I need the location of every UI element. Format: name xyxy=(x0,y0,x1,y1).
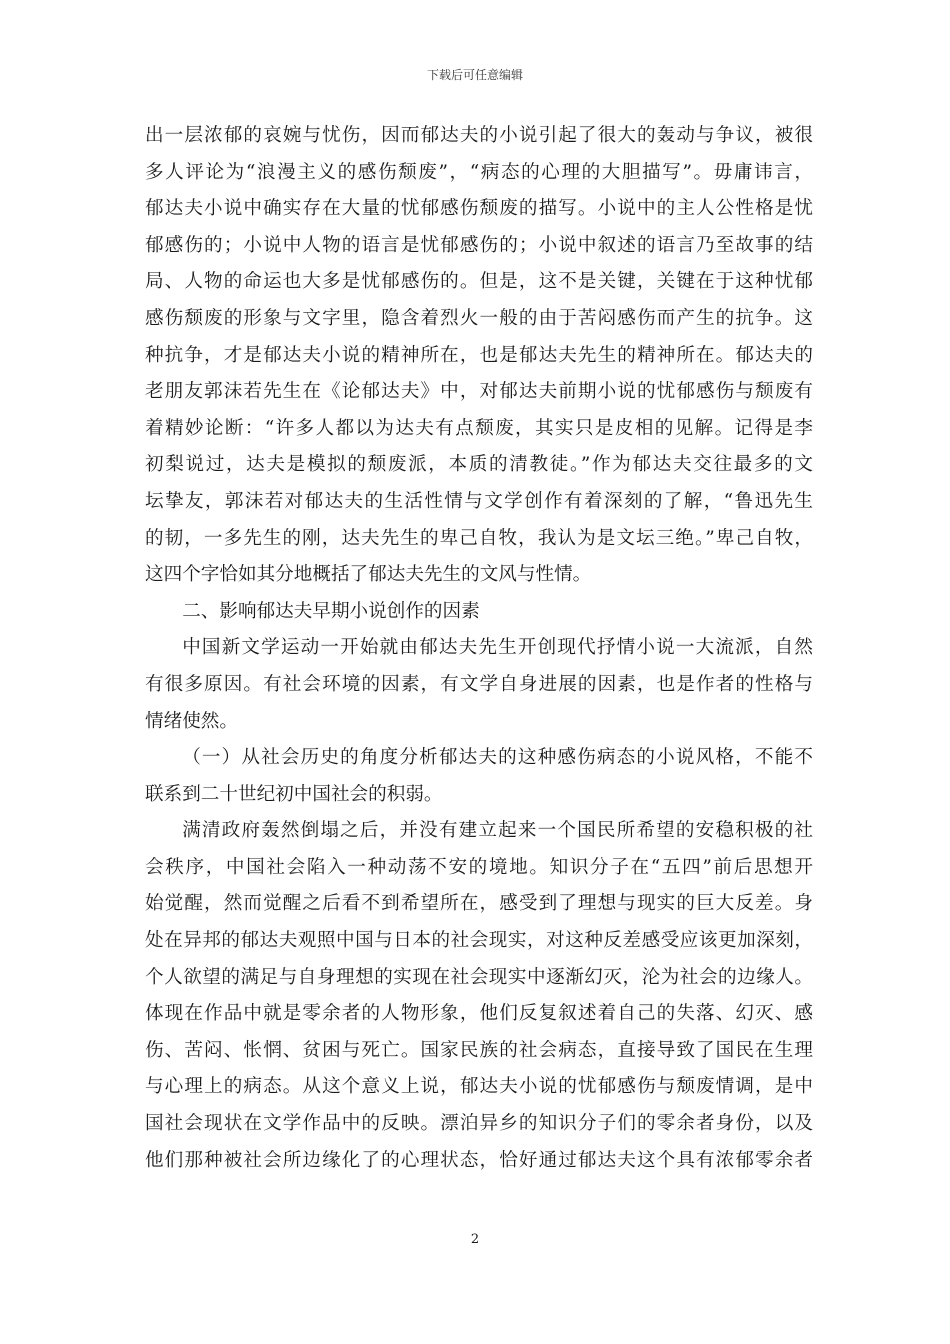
text-line: 始觉醒，然而觉醒之后看不到希望所在，感受到了理想与现实的巨大反差。身 xyxy=(145,893,813,915)
text-line: 这四个字恰如其分地概括了郁达夫先生的文风与性情。 xyxy=(145,564,592,586)
text-line: 国社会现状在文学作品中的反映。漂泊异乡的知识分子们的零余者身份，以及 xyxy=(145,1113,813,1135)
text-line: 中国新文学运动一开始就由郁达夫先生开创现代抒情小说一大流派，自然 xyxy=(182,637,813,659)
text-line: 郁达夫小说中确实存在大量的忧郁感伤颓废的描写。小说中的主人公性格是忧 xyxy=(145,198,813,220)
text-line: 情绪使然。 xyxy=(145,710,238,732)
page-header: 下载后可任意编辑 xyxy=(426,68,523,82)
text-line: 二、影响郁达夫早期小说创作的因素 xyxy=(182,600,480,622)
text-line: 联系到二十世纪初中国社会的积弱。 xyxy=(145,783,443,805)
text-line: 坛挚友，郭沫若对郁达夫的生活性情与文学创作有着深刻的了解，“鲁迅先生 xyxy=(145,490,813,512)
text-line: 感伤颓废的形象与文字里，隐含着烈火一般的由于苦闷感伤而产生的抗争。这 xyxy=(145,307,813,329)
text-line: 与心理上的病态。从这个意义上说，郁达夫小说的忧郁感伤与颓废情调，是中 xyxy=(145,1076,813,1098)
text-line: 会秩序，中国社会陷入一种动荡不安的境地。知识分子在“五四”前后思想开 xyxy=(145,856,813,878)
text-line: 种抗争，才是郁达夫小说的精神所在，也是郁达夫先生的精神所在。郁达夫的 xyxy=(145,344,813,366)
text-line: 多人评论为“浪漫主义的感伤颓废”，“病态的心理的大胆描写”。毋庸讳言， xyxy=(145,161,813,183)
text-line: （一）从社会历史的角度分析郁达夫的这种感伤病态的小说风格，不能不 xyxy=(182,747,813,769)
text-line: 老朋友郭沫若先生在《论郁达夫》中，对郁达夫前期小说的忧郁感伤与颓废有 xyxy=(145,381,813,403)
document-body xyxy=(145,118,813,1179)
text-line: 体现在作品中就是零余者的人物形象，他们反复叙述着自己的失落、幻灭、感 xyxy=(145,1003,813,1025)
text-line: 处在异邦的郁达夫观照中国与日本的社会现实，对这种反差感受应该更加深刻， xyxy=(145,930,813,952)
text-line: 局、人物的命运也大多是忧郁感伤的。但是，这不是关键，关键在于这种忧郁 xyxy=(145,271,813,293)
text-line: 着精妙论断：“许多人都以为达夫有点颓废，其实只是皮相的见解。记得是李 xyxy=(145,417,813,439)
page-number: 2 xyxy=(470,1232,480,1247)
text-line: 有很多原因。有社会环境的因素，有文学自身进展的因素，也是作者的性格与 xyxy=(145,673,813,695)
text-line: 初梨说过，达夫是模拟的颓废派，本质的清教徒。”作为郁达夫交往最多的文 xyxy=(145,454,813,476)
text-line: 个人欲望的满足与自身理想的实现在社会现实中逐渐幻灭，沦为社会的边缘人。 xyxy=(145,966,813,988)
text-line: 他们那种被社会所边缘化了的心理状态，恰好通过郁达夫这个具有浓郁零余者 xyxy=(145,1149,813,1171)
text-line: 出一层浓郁的哀婉与忧伤，因而郁达夫的小说引起了很大的轰动与争议，被很 xyxy=(145,125,813,146)
text-line: 伤、苦闷、怅惘、贫困与死亡。国家民族的社会病态，直接导致了国民在生理 xyxy=(145,1039,813,1061)
text-line: 满清政府轰然倒塌之后，并没有建立起来一个国民所希望的安稳积极的社 xyxy=(182,820,813,842)
text-line: 郁感伤的；小说中人物的语言是忧郁感伤的；小说中叙述的语言乃至故事的结 xyxy=(145,234,813,256)
text-line: 的韧，一多先生的刚，达夫先生的卑己自牧，我认为是文坛三绝。”卑己自牧， xyxy=(145,527,813,549)
